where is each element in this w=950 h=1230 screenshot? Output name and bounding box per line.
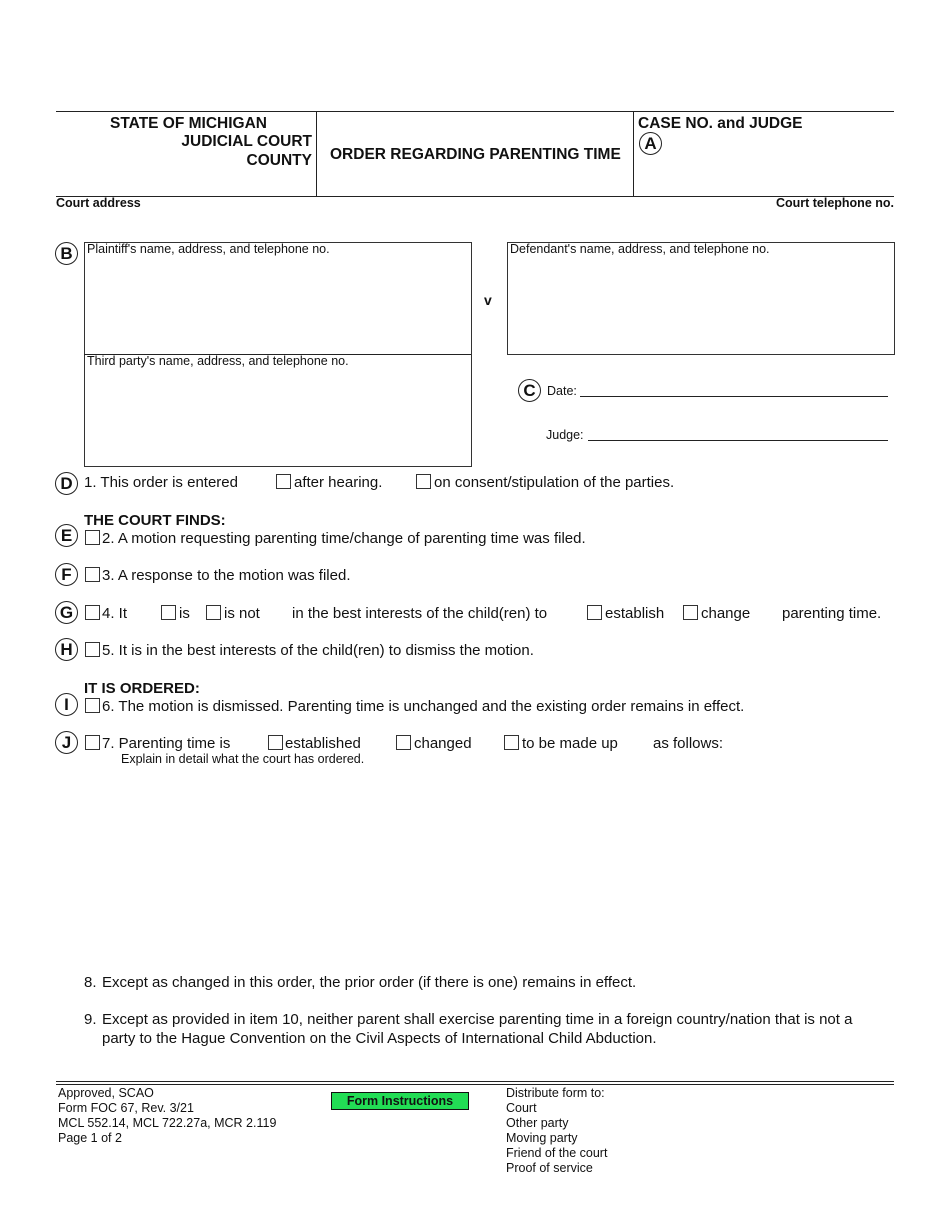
distribute-list: [506, 1086, 607, 1176]
defendant-box[interactable]: [507, 242, 895, 355]
item1-text: 1. This order is entered: [84, 474, 238, 491]
judicial-court-label: JUDICIAL COURT: [181, 133, 312, 150]
after-hearing-label: after hearing.: [294, 474, 383, 491]
date-label: Date:: [547, 384, 577, 398]
item4-is-not-label: is not: [224, 605, 260, 622]
consent-checkbox[interactable]: [416, 474, 431, 489]
defendant-label: Defendant's name, address, and telephone no.: [510, 242, 770, 256]
county-label: COUNTY: [246, 152, 312, 169]
item6-text: 6. The motion is dismissed. Parenting time is unchanged and the existing order remains in effect.: [102, 698, 745, 715]
versus-label: v: [484, 292, 492, 308]
state-label: STATE OF MICHIGAN: [110, 115, 267, 132]
distribute-item: Proof of service: [506, 1161, 593, 1175]
distribute-item: Court: [506, 1101, 537, 1115]
item7-as-follows: as follows:: [653, 735, 724, 752]
marker-g: G: [55, 601, 78, 624]
item9-number: 9.: [84, 1011, 97, 1028]
court-address-label: Court address: [56, 196, 141, 210]
item7-made-up-label: to be made up: [522, 735, 618, 752]
footer-page: Page 1 of 2: [58, 1131, 122, 1145]
item4-checkbox[interactable]: [85, 605, 100, 620]
item2-checkbox[interactable]: [85, 530, 100, 545]
marker-f: F: [55, 563, 78, 586]
item4-change-checkbox[interactable]: [683, 605, 698, 620]
item4-is-checkbox[interactable]: [161, 605, 176, 620]
form-title: ORDER REGARDING PARENTING TIME: [330, 146, 621, 163]
header-divider-right: [633, 111, 634, 196]
header-bottom-rule: [56, 196, 894, 197]
item7-details-area[interactable]: [120, 770, 890, 960]
distribute-heading: Distribute form to:: [506, 1086, 605, 1100]
item7-established-checkbox[interactable]: [268, 735, 283, 750]
footer-approved: Approved, SCAO: [58, 1086, 154, 1100]
item7-made-up-checkbox[interactable]: [504, 735, 519, 750]
item7-text: 7. Parenting time is: [102, 735, 231, 752]
header-divider-left: [316, 111, 317, 196]
item4-is-not-checkbox[interactable]: [206, 605, 221, 620]
item4-middle-text: in the best interests of the child(ren) to: [292, 605, 548, 622]
footer-rule-2: [56, 1084, 894, 1085]
item4-end-text: parenting time.: [782, 605, 882, 622]
distribute-item: Other party: [506, 1116, 569, 1130]
item8-text: Except as changed in this order, the prior order (if there is one) remains in effect.: [102, 974, 637, 991]
judge-field[interactable]: [588, 440, 888, 441]
item5-text: 5. It is in the best interests of the child(ren) to dismiss the motion.: [102, 642, 534, 659]
marker-b: B: [55, 242, 78, 265]
item5-checkbox[interactable]: [85, 642, 100, 657]
marker-c: C: [518, 379, 541, 402]
marker-j: J: [55, 731, 78, 754]
court-telephone-label: Court telephone no.: [775, 196, 894, 210]
item4-is-label: is: [179, 605, 190, 622]
marker-a: A: [639, 132, 662, 155]
date-field[interactable]: [580, 396, 888, 397]
after-hearing-checkbox[interactable]: [276, 474, 291, 489]
marker-h: H: [55, 638, 78, 661]
item9-line2: party to the Hague Convention on the Civil Aspects of International Child Abduction.: [102, 1030, 657, 1047]
footer-rule-1: [56, 1081, 894, 1082]
distribute-item: Moving party: [506, 1131, 578, 1145]
item7-changed-checkbox[interactable]: [396, 735, 411, 750]
marker-d: D: [55, 472, 78, 495]
item6-checkbox[interactable]: [85, 698, 100, 713]
judge-label: Judge:: [546, 428, 584, 442]
footer-mcl: MCL 552.14, MCL 722.27a, MCR 2.119: [58, 1116, 277, 1130]
header-top-rule: [56, 111, 894, 112]
item2-text: 2. A motion requesting parenting time/change of parenting time was filed.: [102, 530, 586, 547]
item8-number: 8.: [84, 974, 97, 991]
marker-e: E: [55, 524, 78, 547]
item3-text: 3. A response to the motion was filed.: [102, 567, 351, 584]
item7-changed-label: changed: [414, 735, 472, 752]
item4-change-label: change: [701, 605, 751, 622]
court-finds-heading: THE COURT FINDS:: [84, 512, 226, 529]
item9-line1: Except as provided in item 10, neither parent shall exercise parenting time in a foreign country/nation that is not a: [102, 1011, 853, 1028]
item7-established-label: established: [285, 735, 361, 752]
consent-label: on consent/stipulation of the parties.: [434, 474, 675, 491]
footer-form-info: [58, 1086, 276, 1146]
third-party-label: Third party's name, address, and telephone no.: [87, 354, 349, 368]
case-no-judge-label: CASE NO. and JUDGE: [638, 115, 803, 132]
item4-num: 4. It: [102, 605, 128, 622]
it-is-ordered-heading: IT IS ORDERED:: [84, 680, 200, 697]
footer-form-number: Form FOC 67, Rev. 3/21: [58, 1101, 194, 1115]
distribute-item: Friend of the court: [506, 1146, 608, 1160]
item7-explain-note: Explain in detail what the court has ordered.: [121, 752, 365, 766]
plaintiff-label: Plaintiff's name, address, and telephone no.: [87, 242, 330, 256]
item3-checkbox[interactable]: [85, 567, 100, 582]
item4-establish-checkbox[interactable]: [587, 605, 602, 620]
item4-establish-label: establish: [605, 605, 665, 622]
form-instructions-button[interactable]: Form Instructions: [331, 1092, 469, 1110]
item7-checkbox[interactable]: [85, 735, 100, 750]
marker-i: I: [55, 693, 78, 716]
